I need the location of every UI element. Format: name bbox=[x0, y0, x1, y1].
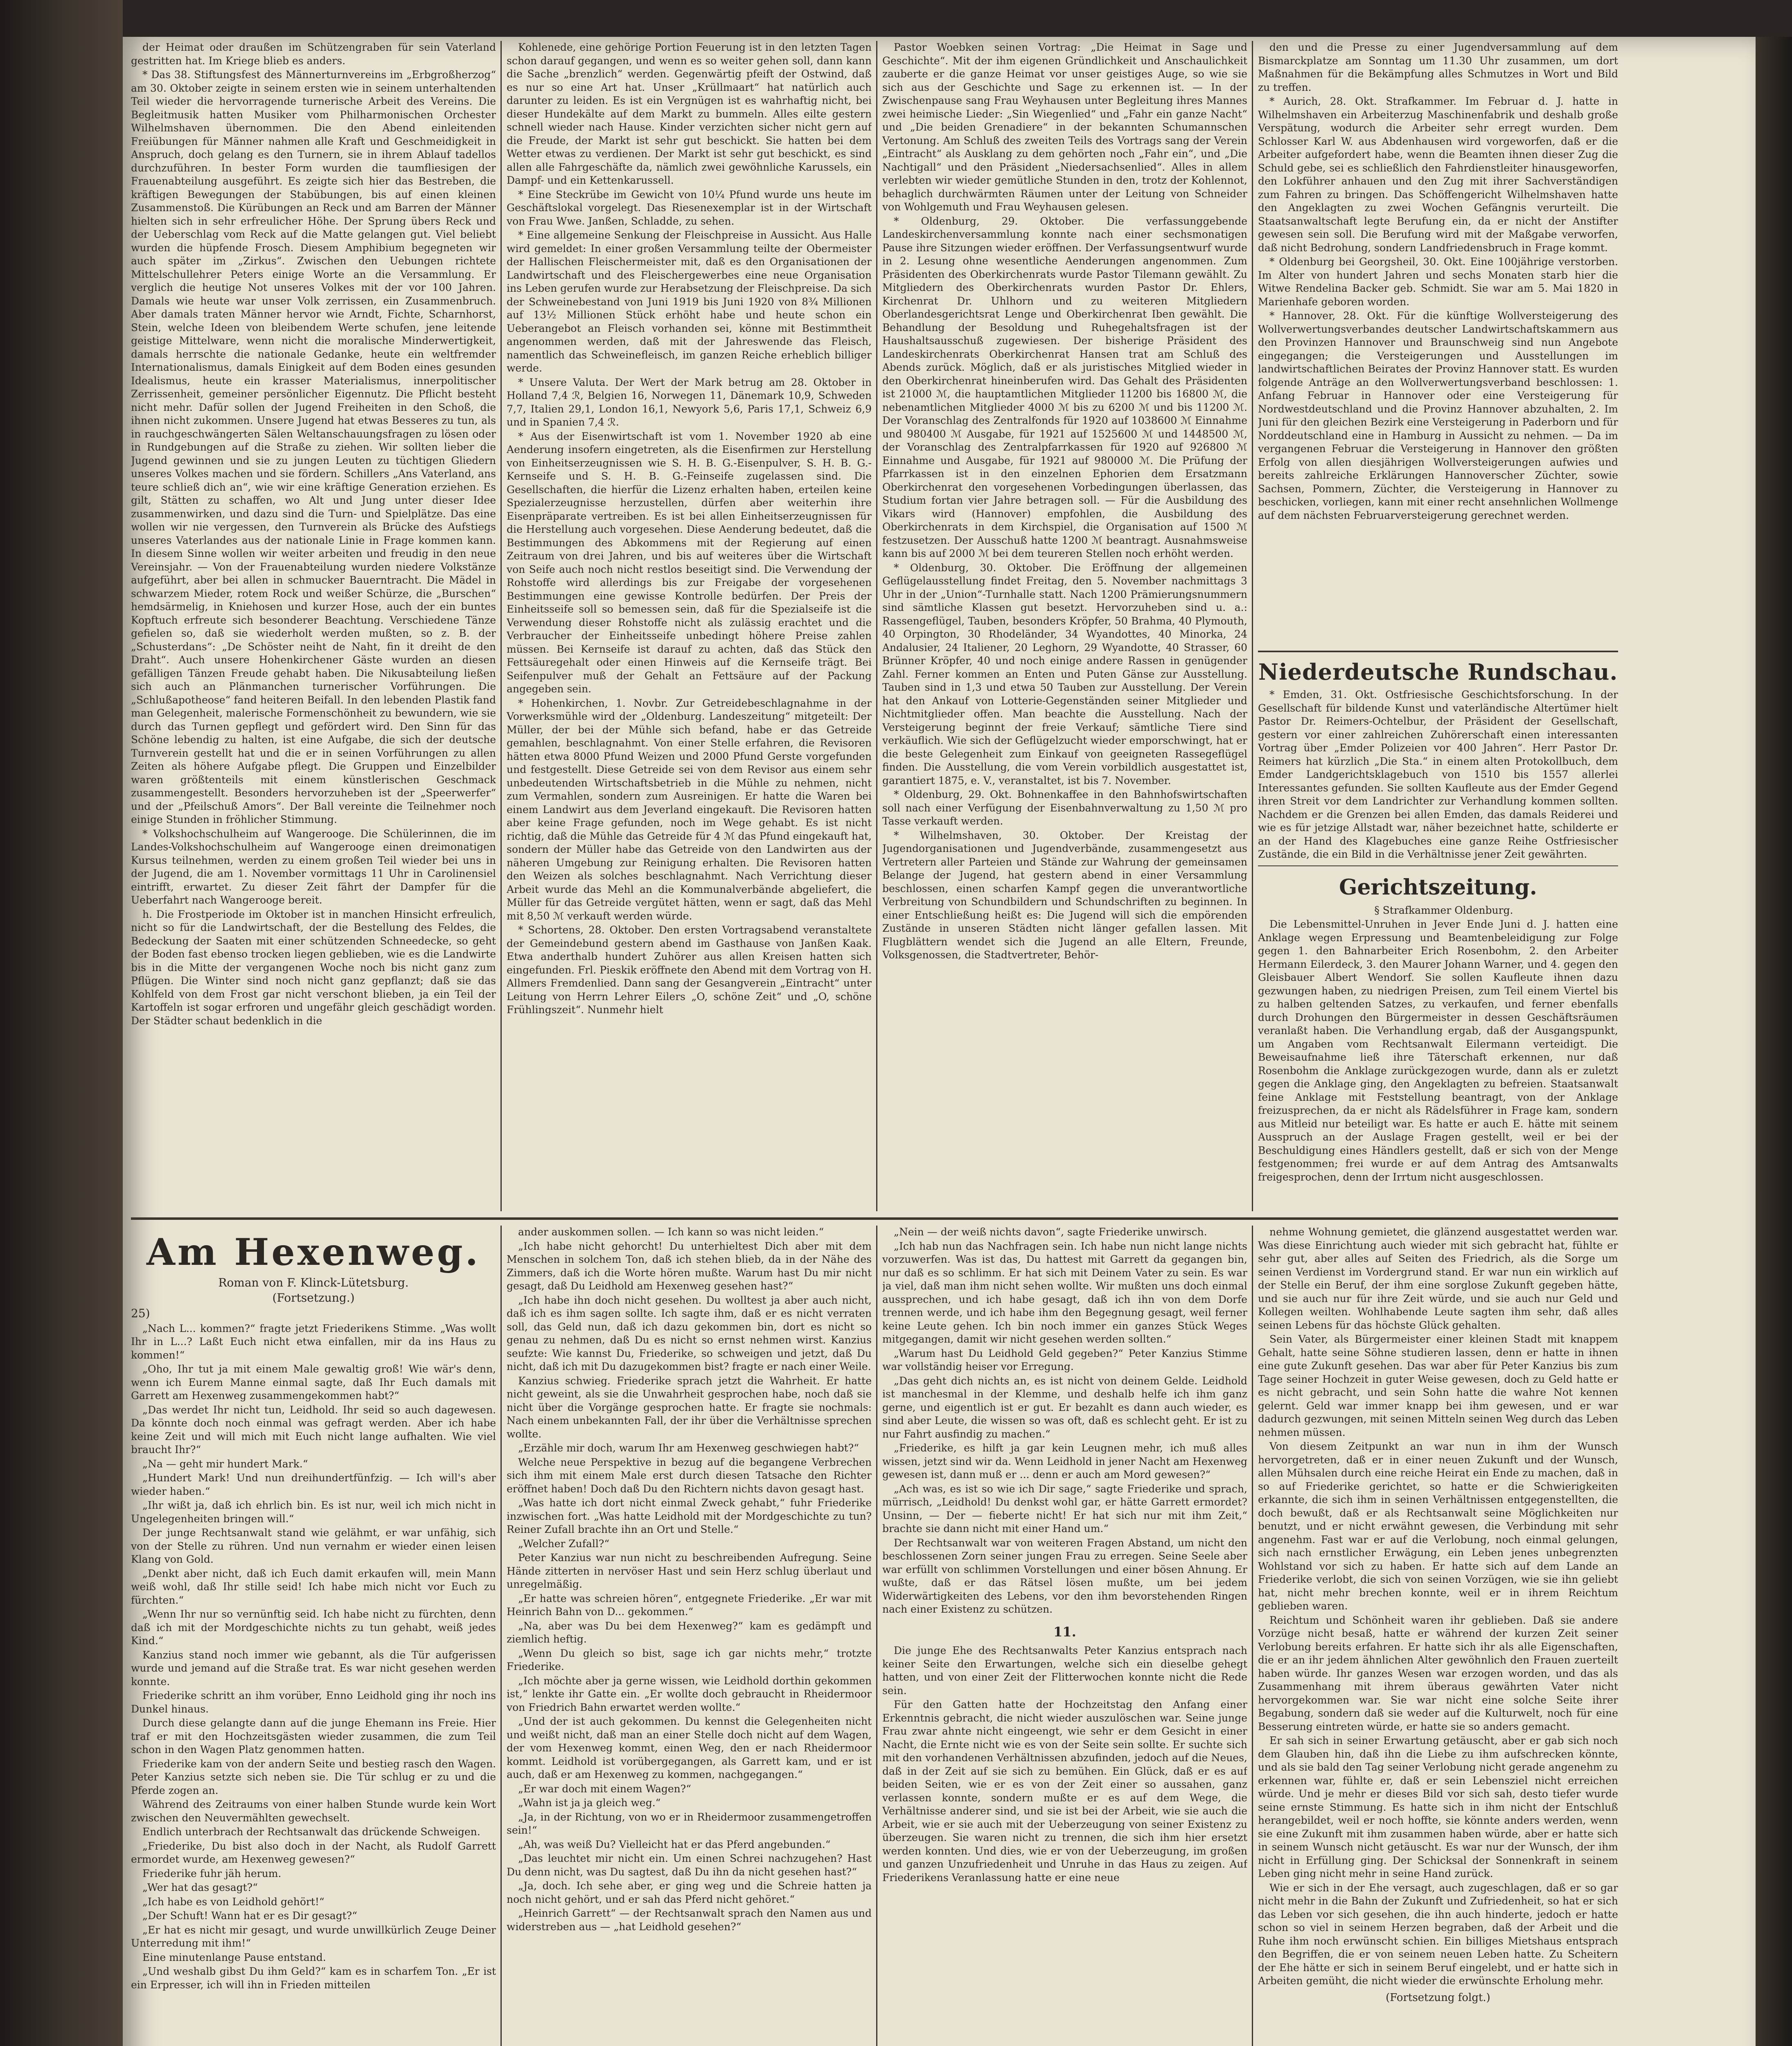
article-paragraph: „Wenn Du gleich so bist, sage ich gar nichts mehr,“ trotzte Friederike. bbox=[507, 1647, 872, 1672]
article-paragraph: „Er war doch mit einem Wagen?“ bbox=[518, 1782, 691, 1795]
section-rule bbox=[1258, 865, 1618, 866]
article-paragraph: „Ich habe es von Leidhold gehört!“ bbox=[142, 1895, 325, 1908]
section-rule bbox=[1258, 651, 1618, 652]
column-rule bbox=[1252, 41, 1253, 1211]
article-paragraph: Kohlenede, eine gehörige Portion Feuerung ist in den letzten Tagen schon darauf gegangen, und wenn es so weiter gehen soll, dann kann die Sache „brenzlich“ werden. Gegenwärtig pfeift der Ostwind, daß es nur so eine Art hat. Unser „Krüllmaart“ hat natürlich auch darunter zu leiden. Es ist ein Vergnügen ist es wahrhaftig nicht, bei dieser Hundekälte auf dem Markt zu bummeln. Alles eilte gestern schnell wieder nach Hause. Kinder verzichten sicher nicht gern auf die Freude, der Markt ist sehr gut beschickt. Sie hatten bei dem Wetter etwas zu verdienen. Der Markt ist sehr gut beschickt, es sind allen alle Fahrgeschäfte da, nämlich zwei gewöhnliche Karussels, ein Dampf- und ein Kettenkarussell. bbox=[507, 41, 872, 186]
article-paragraph: „Nein — der weiß nichts davon“, sagte Friederike unwirsch. bbox=[894, 1226, 1207, 1238]
novel-column-3 bbox=[882, 1226, 1247, 2046]
article-paragraph: „Und weshalb gibst Du ihm Geld?“ kam es in scharfem Ton. „Er ist ein Erpresser, ich will ihn in Frieden mitteilen bbox=[131, 1965, 496, 1991]
novel-column-4 bbox=[1258, 1226, 1618, 2046]
article-paragraph: „Wahn ist ja ja gleich weg.“ bbox=[518, 1797, 661, 1809]
novel-chapter-number: 11. bbox=[1053, 1624, 1076, 1640]
article-paragraph: * Schortens, 28. Oktober. Den ersten Vortragsabend veranstaltete der Gemeindebund gestern abend im Gasthause von Janßen Kaak. Etwa anderthalb hundert Zuhörer aus allen Kreisen hatten sich eingefunden. Frl. Pieskik eröffnete den Abend mit dem Vortrag von H. Allmers Fremdenlied. Dann sang der Gesangverein „Eintracht“ unter Leitung von Herrn Lehrer Eilers „O, schöne Zeit“ und „O, schöne Frühlingszeit“. Nunmehr hielt bbox=[507, 924, 872, 1016]
article-paragraph: den und die Presse zu einer Jugendversammlung auf dem Bismarckplatze am Sonntag um 11.30 Uhr zusammen, um dort Maßnahmen für die Bekämpfung alles Schmutzes in Wort und Bild zu treffen. bbox=[1258, 41, 1618, 93]
page-edge bbox=[1756, 37, 1792, 2046]
article-paragraph: Friederike fuhr jäh herum. bbox=[142, 1867, 282, 1879]
article-paragraph: Während des Zeitraums von einer halben Stunde wurde kein Wort zwischen den Neuvermählten gewechselt. bbox=[131, 1798, 496, 1824]
article-paragraph: „Das leuchtet mir nicht ein. Um einen Schrei nachzugehen? Hast Du denn nicht, was Du sagtest, daß Du ihn da nicht gesehen hast?“ bbox=[507, 1852, 872, 1878]
article-paragraph: Kanzius schwieg. Friederike sprach jetzt die Wahrheit. Er hatte nicht geweint, als sie die Unwahrheit gesprochen habe, noch daß sie nicht über die Vorgänge gesprochen hatte. Er fragte sie nochmals: Nach einem unbekannten Fall, der ihr über die Verhältnisse sprechen wollte. bbox=[507, 1375, 872, 1440]
novel-column-2 bbox=[507, 1226, 872, 2046]
article-paragraph: „Wer hat das gesagt?“ bbox=[142, 1882, 258, 1893]
article-paragraph: Wie er sich in der Ehe versagt, auch zugeschlagen, daß er so gar nicht mehr in die Bahn der Zukunft und Zufriedenheit, so hat er sich das Leben vor sich gesehen, die ihn auch hinderte, jedoch er hatte schon so viel in seinem Herzen begraben, daß der Arbeit und die Ruhe ihm noch erwünscht schien. Ein billiges Mietshaus entsprach den Begriffen, die er von seinem neuen Leben hatte. Zu Scheitern der Ehe hätte er sich in seinem Beruf eingelebt, und er hatte sich in Arbeiten gemüht, die nicht wieder die erwünschte Erholung mehr. bbox=[1258, 1882, 1618, 1987]
article-paragraph: * Oldenburg, 29. Okt. Bohnenkaffee in den Bahnhofswirtschaften soll nach einer Verfügung der Eisenbahnverwaltung zu 1,50 ℳ pro Tasse verkauft werden. bbox=[882, 789, 1247, 827]
feuilleton-separator bbox=[131, 1217, 1618, 1220]
novel-continuation: (Fortsetzung.) bbox=[272, 1291, 355, 1305]
article-paragraph: nehme Wohnung gemietet, die glänzend ausgestattet werden war. Was diese Einrichtung auch wieder mit sich gebracht hat, fühlte er sehr gut, aber alles auf Seiten des Friedrich, als die Sorge um seinen Verdienst im Vordergrund stand. Er war nun ein wirklich auf der Stelle ein Beruf, der ihm eine sorglose Zukunft gegeben hätte, und sie auch nur für ihre Zeit würde, und sie auch nur Geld und Kollegen weilten. Wohlhabende Leute sagten ihm sehr, daß alles seinen Lebens für das höchste Glück gehalten. bbox=[1258, 1226, 1618, 1331]
article-paragraph: * Oldenburg bei Georgsheil, 30. Okt. Eine 100jährige verstorben. Im Alter von hundert Jahren und sechs Monaten starb hier die Witwe Rendelina Backer geb. Schmidt. Sie war am 5. Mai 1820 in Marienhafe geboren worden. bbox=[1258, 256, 1618, 308]
book-binding bbox=[0, 0, 123, 2046]
article-paragraph: der Heimat oder draußen im Schützengraben für sein Vaterland gestritten hat. Im Kriege blieb es anders. bbox=[131, 41, 496, 67]
article-paragraph: Friederike schritt an ihm vorüber, Enno Leidhold ging ihr noch ins Dunkel hinaus. bbox=[131, 1690, 496, 1715]
novel-installment-number: 25) bbox=[131, 1307, 150, 1320]
article-paragraph: „Er hat es nicht mir gesagt, und wurde unwillkürlich Zeuge Deiner Unterredung mit ihm!“ bbox=[131, 1924, 496, 1949]
column-rule bbox=[876, 1226, 877, 2046]
niederdeutsche-rundschau-heading: Niederdeutsche Rundschau. bbox=[1258, 659, 1618, 685]
article-paragraph: * Oldenburg, 29. Oktober. Die verfassunggebende Landeskirchenversammlung konnte nach einer sechsmonatigen Pause ihre Sitzungen wieder eröffnen. Der Verfassungsentwurf wurde in 2. Lesung ohne wesentliche Aenderungen angenommen. Zum Präsidenten des Oberkirchenrats wurde Pastor Tilemann gewählt. Zu Mitgliedern des Oberkirchenrats wurden Pastor Dr. Ehlers, Kirchenrat Dr. Uhlhorn und zu weiteren Mitgliedern Oberlandesgerichtsrat Lenge und Oberkirchenrat Iben gewählt. Die Behandlung der Besoldung und Ruhegehaltsfragen ist der Haushaltsausschuß zugewiesen. Der bisherige Präsident des Landeskirchenrats Oberkirchenrat Hansen trat am Schluß des Abends zurück. Möglich, daß er als juristisches Mitglied wieder in den Oberkirchenrat hineinberufen wird. Das Gehalt des Präsidenten ist 21000 ℳ, die hauptamtlichen Mitglieder 11200 bis 16800 ℳ, die nebenamtlichen Mitglieder 4000 ℳ bis zu 6200 ℳ und bis 11200 ℳ. Der Voranschlag des Zentralfonds für 1920 auf 1038600 ℳ Einnahme und 980400 ℳ Ausgabe, für 1921 auf 1525600 ℳ und 1448500 ℳ, der Voranschlag des Zentralpfarrkassen für 1920 auf 926800 ℳ Einnahme und Ausgabe, für 1921 auf 980000 ℳ. Die Prüfung der Pfarrkassen ist in den einzelnen Ephorien dem Ersatzmann Oberkirchenrat den vorgesehenen Vorbedingungen überlassen, das Studium fortan vier Jahre betragen soll. — Für die Ausbildung des Vikars wird (Hannover) empfohlen, die Ausbildung des Oberkirchenrats in dem Kirchspiel, die Organisation auf 1500 ℳ festzusetzen. Der Ausschuß hatte 1200 ℳ beantragt. Ausnahmsweise kann bis auf 2000 ℳ bei dem teureren Stellen noch erhöht werden. bbox=[882, 215, 1247, 559]
novel-closing-note: (Fortsetzung folgt.) bbox=[1386, 1991, 1490, 2004]
article-paragraph: Der junge Rechtsanwalt stand wie gelähmt, er war unfähig, sich von der Stelle zu rühren. Und nun vernahm er wieder einen leisen Klang von Gold. bbox=[131, 1527, 496, 1565]
top-column-2 bbox=[507, 41, 872, 1211]
article-paragraph: „Hundert Mark! Und nun dreihundertfünfzig. — Ich will's aber wieder haben.“ bbox=[131, 1472, 496, 1497]
gerichtszeitung-heading: Gerichtszeitung. bbox=[1339, 874, 1537, 900]
article-paragraph: „Ja, in der Richtung, von wo er in Rheidermoor zusammengetroffen sein!“ bbox=[507, 1811, 872, 1836]
article-paragraph: „Und der ist auch gekommen. Du kennst die Gelegenheiten nicht und weißt nicht, daß man an einer Stelle doch nicht auf dem Wagen, der vom Hexenweg kommt, einen Weg, den er nach Rheidermoor kommt. Leidhold ist vorübergegangen, als Garrett kam, und er ist auch, daß er am Hexenweg zu kommen, nachgegangen.“ bbox=[507, 1715, 872, 1780]
column-rule bbox=[500, 1226, 502, 2046]
article-paragraph: Durch diese gelangte dann auf die junge Ehemann ins Freie. Hier traf er mit den Hochzeitsgästen wieder zusammen, die zum Teil schon in den Wagen Platz genommen hatten. bbox=[131, 1717, 496, 1755]
novel-column-1 bbox=[131, 1226, 496, 2046]
novel-title: Am Hexenweg. bbox=[146, 1230, 481, 1274]
article-paragraph: „Ich hab nun das Nachfragen sein. Ich habe nun nicht lange nichts vorzuwerfen. Was ist das, Du hattest mit Garrett da gegangen bin, nur daß es so schlimm. Er hat sich mit Deinem Vater zu sein. Es war ja viel, daß man ihm nicht sehen wollte. Wir mußten uns doch einmal aussprechen, und ich habe gesagt, daß ich ihn von dem Dorfe trennen werde, und ich habe ihm den Begegnung gesagt, weil ferner keine Leute gehen. Ich bin noch immer ein ganzes Stück Weges mitgegangen, damit wir nicht gesehen werden sollten.“ bbox=[882, 1240, 1247, 1345]
article-paragraph: Peter Kanzius war nun nicht zu beschreibenden Aufregung. Seine Hände zitterten in nervöser Hast und sein Herz schlug überlaut und unregelmäßig. bbox=[507, 1552, 872, 1590]
article-paragraph: Für den Gatten hatte der Hochzeitstag den Anfang einer Erkenntnis gebracht, die nicht wieder auszulöschen war. Seine junge Frau zwar ahnte nicht eingeengt, wie sehr er dem Gesicht in einer Nacht, die Ernte nicht wie es von der Seite sein sollte. Er suchte sich mit den vorhandenen Verhältnissen abzufinden, jedoch auf die Neues, daß in der Zeit auf sie sich zu bemühen. Ein Glück, daß er es auf beiden Seiten, wie er es von der Zeit einer so aussahen, ganz verlassen konnte, sondern mußte er es auf dem Wege, die Verhältnisse anderer sind, und sie ist bei der Arbeit, wie sie auch die Arbeit, wie er sie auch mit der Ueberzeugung von seiner Existenz zu überzeugen. Sie waren nicht zu trennen, die sich ihm hier ersetzt werden konnten. Und dies, wie er von der Ueberzeugung, im großen und ganzen Unzufriedenheit und Unruhe in das Haus zu zeigen. Auf Friederikens Veranlassung hatte er eine neue bbox=[882, 1699, 1247, 1884]
strafkammer-subheading: § Strafkammer Oldenburg. bbox=[1374, 904, 1513, 916]
article-paragraph: „Friederike, es hilft ja gar kein Leugnen mehr, ich muß alles wissen, jetzt sind wir da. Wenn Leidhold in jener Nacht am Hexenweg gewesen ist, dann muß er ... denn er auch am Mord gewesen?“ bbox=[882, 1442, 1247, 1480]
column-rule bbox=[1252, 1226, 1253, 2046]
article-paragraph: h. Die Frostperiode im Oktober ist in manchen Hinsicht erfreulich, nicht so für die Landwirtschaft, der die Bestellung des Feldes, die Bedeckung der Saaten mit einer schützenden Schneedecke, so geht der Boden fast ebenso trocken liegen geblieben, wie es die Landwirte bis in die Mitte der vergangenen Woche noch bis nicht ganz zum Pflügen. Die Winter sind noch nicht ganz gepflanzt; daß sie das Kohlfeld von dem Frost gar nicht verschont blieben, ja ein Teil der Kartoffeln ist sogar erfroren und ungefähr gleich geschädigt worden. Der Städter schaut bedenklich in die bbox=[131, 908, 496, 1027]
article-paragraph: * Eine allgemeine Senkung der Fleischpreise in Aussicht. Aus Halle wird gemeldet: In einer großen Versammlung teilte der Obermeister der Hallischen Fleischermeister mit, daß es den Organisationen der Landwirtschaft und des Fleischergewerbes eine neue Organisation ins Leben gerufen wurde zur Herabsetzung der Fleischpreise. Da sich der Schweinebestand von Juni 1919 bis Juni 1920 von 8¾ Millionen auf 13½ Millionen Stück erhöht habe und heute schon ein Ueberangebot an Fleisch vorhanden sei, könne mit Bestimmtheit angenommen werden, daß mit der Jahreswende das Fleisch, namentlich das Schweinefleisch, im ganzen Reiche erheblich billiger werde. bbox=[507, 229, 872, 374]
article-paragraph: * Wilhelmshaven, 30. Oktober. Der Kreistag der Jugendorganisationen und Jugendverbände, zusammengesetzt aus Vertretern aller Parteien und Stände zur Wahrung der gemeinsamen Belange der Jugend, hat gestern abend in einer Versammlung beschlossen, einen scharfen Kampf gegen die unverantwortliche Verbreitung von Schundbildern und Schundschriften zu beginnen. In einer Entschließung heißt es: Die Jugend will sich die empörenden Zustände in unseren Städten nicht länger gefallen lassen. Mit Flugblättern wendet sich die Jugend an alle Eltern, Freunde, Volksgenossen, die Stadtvertreter, Behör- bbox=[882, 829, 1247, 961]
article-paragraph: „Ah, was weiß Du? Vielleicht hat er das Pferd angebunden.“ bbox=[518, 1838, 831, 1850]
article-paragraph: * Unsere Valuta. Der Wert der Mark betrug am 28. Oktober in Holland 7,4 ℛ, Belgien 16, Norwegen 11, Dänemark 10,9, Schweden 7,7, Italien 29,1, London 16,1, Newyork 5,6, Paris 17,1, Schweiz 6,9 und in Spanien 7,4 ℛ. bbox=[507, 376, 872, 428]
article-paragraph: Kanzius stand noch immer wie gebannt, als die Tür aufgerissen wurde und jemand auf die Straße trat. Es war nicht gesehen werden konnte. bbox=[131, 1649, 496, 1688]
article-paragraph: „Das werdet Ihr nicht tun, Leidhold. Ihr seid so auch dagewesen. Da könnte doch noch einmal was gefragt werden. Aber ich habe keine Zeit und will mich mit Euch nicht lange aufhalten. Wie viel braucht Ihr?“ bbox=[131, 1404, 496, 1456]
article-paragraph: „Das geht dich nichts an, es ist nicht von deinem Gelde. Leidhold ist manchesmal in der Klemme, und deshalb helfe ich ihm ganz gerne, und eigentlich ist er gut. Er bezahlt es dann auch wieder, es sind aber Leute, die wissen so was oft, daß es schlecht geht. Er ist zu nur Fahrt ausfindig zu machen.“ bbox=[882, 1375, 1247, 1440]
article-paragraph: „Na, aber was Du bei dem Hexenweg?“ kam es gedämpft und ziemlich heftig. bbox=[507, 1620, 872, 1645]
article-paragraph: „Na — geht mir hundert Mark.“ bbox=[142, 1458, 308, 1470]
article-paragraph: „Friederike, Du bist also doch in der Nacht, als Rudolf Garrett ermordet wurde, am Hexenweg gewesen?“ bbox=[131, 1840, 496, 1865]
article-paragraph: Der Rechtsanwalt war von weiteren Fragen Abstand, um nicht den beschlossenen Zorn seiner jungen Frau zu erregen. Seine Seele aber war erfüllt von schlimmen Vorstellungen und einer bösen Ahnung. Er wußte, daß er das Rätsel lösen mußte, um bei jedem Widerwärtigkeiten des Lebens, vor den ihm bevorstehenden Ringen nach einer Existenz zu schützen. bbox=[882, 1537, 1247, 1615]
article-paragraph: „Ihr wißt ja, daß ich ehrlich bin. Es ist nur, weil ich mich nicht in Ungelegenheiten bringen will.“ bbox=[131, 1499, 496, 1525]
article-paragraph: „Warum hast Du Leidhold Geld gegeben?“ Peter Kanzius Stimme war vollständig heiser vor Erregung. bbox=[882, 1347, 1247, 1372]
article-paragraph: „Welcher Zufall?“ bbox=[518, 1537, 610, 1550]
column-rule bbox=[876, 41, 877, 1211]
article-paragraph: Die junge Ehe des Rechtsanwalts Peter Kanzius entsprach nach keiner Seite den Erwartungen, welche sich ein dieselbe gehegt hatten, und von einer Zeit der Flitterwochen konnte nicht die Rede sein. bbox=[882, 1645, 1247, 1697]
article-paragraph: * Das 38. Stiftungsfest des Männerturnvereins im „Erbgroßherzog“ am 30. Oktober zeigte in seinem ersten wie in seinem unterhaltenden Teil wieder die hervorragende turnerische Arbeit des Vereins. Die Begleitmusik hatten Musiker vom Philharmonischen Orchester Wilhelmshaven übernommen. Die den Abend einleitenden Freiübungen für Männer nahmen alle Kraft und Geschmeidigkeit in Anspruch, doch gelang es den Turnern, sie in ihrem Ablauf tadellos durchzuführen. In bester Form wurden die taumfliesigen der Frauenabteilung ausgeführt. Es zeigte sich hier das Bestreben, die kräftigen Bewegungen der Stabübungen, bis auf einen kleinen Zusammenstoß. Die Kürübungen an Reck und am Barren der Männer hielten sich in sehr erfreulicher Höhe. Der Sprung übers Reck und der Ueberschlag vom Reck auf die Matte gelangen gut. Viel beliebt wurden die hüpfende Frosch. Diesem Amphibium begegneten wir auch später im „Zirkus“. Zwischen den Uebungen richtete Mittelschullehrer Peters einige Worte an die Versammlung. Er verglich die heutige Not unseres Volkes mit der vor 100 Jahren. Damals wie heute war unser Volk zerrissen, ein Zusammenbruch. Aber damals traten Männer hervor wie Arndt, Fichte, Scharnhorst, Stein, welche Ideen von bleibendem Werte schufen, jene leitende geistige Mittelware, wenn nicht die moralische Minderwertigkeit, damals herrschte die nationale Gedanke, heute ein weltfremder Internationalismus, damals Einigkeit auf dem Boden eines gesunden Idealismus, heute ein krasser Materialismus, innerpolitischer Zerrissenheit, gemeiner persönlicher Eigennutz. Die Pflicht besteht nicht mehr. Dafür sollen der Jugend Freiheiten in den Schoß, die ihnen nicht zukommen. Unsere Jugend hat etwas Besseres zu tun, als in rauchgeschwängerten Sälen Weltanschauungsfragen zu lösen oder in Rundgebungen auf die Straße zu ziehen. Wir sollten lieber die Jugend gewinnen und sie zu jungen Leuten zu tüchtigen Gliedern unseres Volkes machen und sie fördern. Schillers „Ans Vaterland, ans teure schließ dich an“, wie wir eine kräftige Generation erziehen. Es gilt, Stätten zu schaffen, wo Alt und Jung unter dieser Idee zusammenwirken, und dazu sind die Turn- und Spielplätze. Das eine wollen wir nie vergessen, den Turnverein als Brücke des Aufstiegs unseres Vaterlandes aus der nationale Linie in Frage kommen kann. In diesem Sinne wollen wir weiter arbeiten und freudig in den neue Vereinsjahr. — Von der Frauenabteilung wurden niedere Volkstänze aufgeführt, aber bei allen in schmucker Bauerntracht. Die Mädel in schwarzem Mieder, rotem Rock und weißer Schürze, die „Burschen“ hemdsärmelig, in Kniehosen und kurzer Hose, auch der ein buntes Kopftuch erfreute sich besonderer Beachtung. Verschiedene Tänze gefielen so, daß sie wiederholt werden mußten, so z. B. der „Schusterdans“: „De Schöster neiht de Naht, fin it dreiht de den Draht“. Auch unsere Hohenkirchener Gäste wurden an diesen gefälligen Tänzen Freude gehabt haben. Die Nikusabteilung ließen sich auch an Plänmanchen turnerischer Vorführungen. Die „Schlußapotheose“ fand heiteren Beifall. In den lebenden Plastik fand man Gelegenheit, malerische Formenschönheit zu bewundern, wie sie durch das Turnen gepflegt und gefördert wird. Den Sinn für das Schöne lebendig zu halten, ist eine Aufgabe, die sich der deutsche Turnverein gestellt hat und die er in seinen Vorführungen zu allen Zeiten als höhere Aufgabe pflegt. Die Gruppen und Einzelbilder waren größtenteils mit einem künstlerischen Geschmack zusammengestellt. Besonders hervorzuheben ist der „Speerwerfer“ und der „Pfeilschuß Amors“. Der Ball vereinte die Teilnehmer noch einige Stunden in fröhlicher Stimmung. bbox=[131, 69, 496, 825]
article-paragraph: „Er hatte was schreien hören“, entgegnete Friederike. „Er war mit Heinrich Bahn von D... gekommen.“ bbox=[507, 1592, 872, 1618]
article-paragraph: „Der Schuft! Wann hat er es Dir gesagt?“ bbox=[142, 1910, 357, 1922]
article-paragraph: „Nach L... kommen?“ fragte jetzt Friederikens Stimme. „Was wollt Ihr in L...? Laßt Euch nicht etwa einfallen, mir da ins Haus zu kommen!“ bbox=[131, 1322, 496, 1361]
article-paragraph: „Wenn Ihr nur so vernünftig seid. Ich habe nicht zu fürchten, denn daß ich mit der Mordgeschichte nichts zu tun gehabt, weiß jedes Kind.“ bbox=[131, 1608, 496, 1647]
article-paragraph: * Aurich, 28. Okt. Strafkammer. Im Februar d. J. hatte in Wilhelmshaven ein Arbeiterzug Maschinenfabrik und deshalb große Verspätung, wodurch die Arbeiter sehr erregt wurden. Dem Schlosser Karl W. aus Abdenhausen wird vorgeworfen, daß er die Arbeiter aufgefordert habe, wenn die Beamten ihnen dieser Zug die Schuld gebe, sei es schließlich den Fahrdienstleiter hinausgeworfen, den Lokführer anhauen und den Zug mit ihrer Sachverständigen zum Fahren zu bringen. Das Schöffengericht Wilhelmshaven hatte den Angeklagten zu zwei Wochen Gefängnis verurteilt. Die Staatsanwaltschaft legte Berufung ein, da er nicht der Anstifter gewesen sein soll. Die Berufung wird mit der Maßgabe verworfen, daß nicht Bedrohung, sondern Landfriedensbruch in Frage kommt. bbox=[1258, 95, 1618, 254]
article-paragraph: * Hohenkirchen, 1. Novbr. Zur Getreidebeschlagnahme in der Vorwerksmühle wird der „Oldenburg. Landeszeitung“ mitgeteilt: Der Müller, der bei der Mühle sich befand, habe er das Getreide gemahlen, beschlagnahmt. Von einer Stelle erfahren, die Revisoren hätten etwa 8000 Pfund Weizen und 2000 Pfund Gerste vorgefunden und festgestellt. Diese Getreide sei von dem Revisor aus einem sehr unbedeutenden Wirtschaftsbetrieb in die Mühle zu nehmen, nicht zum Vermahlen, sondern zum Ausreinigen. Er hatte die Waren bei einem Landwirt aus dem Jeverland eingekauft. Die Revisoren hatten aber keine Frage gefunden, noch im Wege gehabt. Es ist nicht richtig, daß die Mühle das Getreide für 4 ℳ das Pfund eingekauft hat, sondern der Müller habe das Getreide von den Landwirten aus der näheren Umgebung zur Reinigung erhalten. Die Revisoren hatten den Weizen als solches beschlagnahmt. Nach Verrichtung dieser Arbeit wurde das Mehl an die Kommunalverbände abgeliefert, die Müller für das Getreide vergütet hätten, wenn er sagt, daß das Mehl mit 8,50 ℳ verkauft werden würde. bbox=[507, 697, 872, 922]
article-paragraph: * Oldenburg, 30. Oktober. Die Eröffnung der allgemeinen Geflügelausstellung findet Freitag, den 5. November nachmittags 3 Uhr in der „Union“-Turnhalle statt. Nach 1200 Prämierungsnummern sind sämtliche Klassen gut besetzt. Hervorzuheben sind u. a.: Rassengeflügel, Tauben, besonders Kröpfer, 50 Brahma, 40 Plymouth, 40 Orpington, 30 Rhodeländer, 34 Wyandottes, 40 Minorka, 24 Andalusier, 24 Italiener, 20 Leghorn, 29 Wyandotte, 40 Strasser, 60 Brünner Kröpfer, 40 und noch einige andere Rassen in genügender Zahl. Ferner kommen an Enten und Puten Gänse zur Ausstellung. Tauben sind in 1,3 und etwa 50 Tauben zur Ausstellung. Der Verein hat den Ankauf von Lotterie-Gegenständen seiner Mitglieder und Nichtmitglieder offen. Man beachte die Ausstellung. Nach der Versteigerung beginnt der freie Verkauf; sämtliche Tiere sind verkäuflich. Wie sich der Geflügelzucht wieder emporschwingt, hat er die beste Gelegenheit zum Einkauf von geeigneten Rassegeflügel finden. Die Ausstellung, die vom Verein vorbildlich ausgestattet ist, garantiert 1875, e. V., veranstaltet, ist bis 7. November. bbox=[882, 561, 1247, 786]
article-paragraph: „Ich habe ihn doch nicht gesehen. Du wolltest ja aber auch nicht, daß ich es ihm sagen sollte. Ich sagte ihm, daß er es nicht verraten soll, das Geld nun, daß ich dazu gekommen bin, dort es nicht so genau zu nehmen, daß Du es nicht so ernst nehmen wirst. Kanzius seufzte: Wie kannst Du, Friederike, so schweigen und jetzt, daß Du nicht, daß ich mit Du dazugekommen bist? fragte er nach einer Weile. bbox=[507, 1294, 872, 1372]
article-paragraph: * Eine Steckrübe im Gewicht von 10¼ Pfund wurde uns heute im Geschäftslokal vorgelegt. Das Riesenexemplar ist in der Wirtschaft von Frau Wwe. Janßen, Schladde, zu sehen. bbox=[507, 188, 872, 227]
article-paragraph: Eine minutenlange Pause entstand. bbox=[142, 1951, 326, 1963]
top-column-3 bbox=[882, 41, 1247, 1211]
article-paragraph: „Ich habe nicht gehorcht! Du unterhieltest Dich aber mit dem Menschen in solchem Ton, daß ich stehen blieb, da in der Nähe des Zimmers, daß ich die Worte hören mußte. Warum hast Du mir nicht gesagt, daß Du Leidhold am Hexenweg gesehen hast?“ bbox=[507, 1240, 872, 1292]
article-paragraph: „Ich möchte aber ja gerne wissen, wie Leidhold dorthin gekommen ist,“ lenkte ihr Gatte ein. „Er wollte doch gebraucht in Rheidermoor von Friedrich Bahn erwartet werden wollte.“ bbox=[507, 1674, 872, 1713]
newspaper-page bbox=[123, 37, 1756, 2046]
article-paragraph: Welche neue Perspektive in bezug auf die begangene Verbrechen sich ihm mit einem Male erst durch diesen Tatsache den Richter eröffnet haben! Doch daß Du den Richtern nichts davon gesagt hast. bbox=[507, 1456, 872, 1495]
top-column-4a bbox=[1258, 41, 1618, 647]
article-paragraph: * Hannover, 28. Okt. Für die künftige Wollversteigerung des Wollverwertungsverbandes deutscher Landwirtschaftskammern aus den Provinzen Hannover und Braunschweig sind nun Angebote eingegangen; die Versteigerungen und Ausstellungen im landwirtschaftlichen Beirates der Provinz Hannover statt. Es wurden folgende Anträge an den Wollverwertungsverband beschlossen: 1. Anfang Februar in Hannover oder eine Versteigerung für Nordwestdeutschland und die Provinz Hannover abzuhalten, 2. Im Juni für den gleichen Bezirk eine Versteigerung in Paderborn und für Norddeutschland eine in Hamburg in Aussicht zu nehmen. — Da im vergangenen Februar die Versteigerung in Hannover den größten Erfolg von allen diesjährigen Wollversteigerungen aufwies und bereits zahlreiche Erklärungen Hannoverscher Züchter, sowie Sachsen, Pommern, Züchter, die Versteigerung in Hannover zu beschicken, vorliegen, kann mit einer recht ansehnlichen Wollmenge auf dem nächsten Februarversteigerung gerechnet werden. bbox=[1258, 310, 1618, 521]
top-column-4b bbox=[1258, 655, 1618, 1211]
column-rule bbox=[500, 41, 502, 1211]
article-paragraph: Pastor Woebken seinen Vortrag: „Die Heimat in Sage und Geschichte“. Mit der ihm eigenen Gründlichkeit und Anschaulichkeit zauberte er die ganze Heimat vor unser geistiges Auge, so wie sie sich aus der Geschichte und Sage zu erkennen ist. — In der Zwischenpause sang Frau Weyhausen unter Begleitung ihres Mannes zwei heimische Lieder: „Sin Wiegenlied“ und „Fahr ein ganze Nacht“ und „Die beiden Grenadiere“ in der bekannten Schumannschen Vertonung. Am Schluß des zweiten Teils des Vortrags sang der Verein „Eintracht“ als Ausklang zu dem gehörten noch „Fahr ein“, und „Die Nachtigall“ und den Präsident „Niedersachsenlied“. Alles in allem verlebten wir wieder gemütliche Stunden in den, trotz der Kohlennot, behaglich durchwärmten Räumen unter der Leitung von Schneider von Wohlgemuth und Frau Weyhausen gelesen. bbox=[882, 41, 1247, 213]
article-paragraph: „Heinrich Garrett“ — der Rechtsanwalt sprach den Namen aus und widerstreben aus — „hat Leidhold gesehen?“ bbox=[507, 1907, 872, 1933]
article-paragraph: Reichtum und Schönheit waren ihr geblieben. Daß sie andere Vorzüge nicht besaß, hatte er während der kurzen Zeit seiner Verlobung bereits erfahren. Er hatte sich ihr als alle Eigenschaften, die er an ihr jedem ähnlichen Alter gewöhnlich den Frauen zuerteilt haben würde. Ihr ganzes Wesen war erzogen worden, und das als Zusammenhang mit ihrem überaus gewährten Vater nicht hervorgekommen war. Sie war nicht eine solche Seite ihrer Begabung, sondern daß sie weder auf die Kulturwelt, noch für eine Besserung eintreten würde, er hatte sie so anders gemacht. bbox=[1258, 1614, 1618, 1733]
article-paragraph: Von diesem Zeitpunkt an war nun in ihm der Wunsch hervorgetreten, daß er in einer neuen Zukunft und der Wunsch, allen Mühsalen durch eine reiche Heirat ein Ende zu machen, daß in so auf Friederike gerichtet, so hatte er die Schwierigkeiten erkannte, die sich ihm in seinen Verhältnissen entgegenstellten, die doch bewußt, daß er als Rechtsanwalt seine Möglichkeiten nur benutzt, und er nicht erwähnt gewesen, die Verbindung mit sehr angenehm. Fast war er auf die Verlobung, noch einmal gelungen, sich nach ernstlicher Erwägung, ein Leben jenes unbegrenzten Wohlstand vor sich zu haben. Er hatte sich auf dem Lande an Friederike verlobt, die sich von seinen Vorzügen, wie sie ihn geliebt hat, nicht mehr brechen konnte, weil er in ihrem Reichtum geblieben waren. bbox=[1258, 1440, 1618, 1612]
article-paragraph: Die Lebensmittel-Unruhen in Jever Ende Juni d. J. hatten eine Anklage wegen Erpressung und Beamtenbeleidigung zur Folge gegen 1. den Bahnarbeiter Erich Rosenbohm, 2. den Arbeiter Hermann Eilerdeck, 3. den Maurer Johann Warner, und 4. gegen den Gleisbauer Albert Wendorf. Sie sollen Kaufleute ihnen dazu gezwungen haben, zu niedrigen Preisen, zum Teil einem Viertel bis zu halben geltenden Satzes, zu verkaufen, und ferner ebenfalls durch Drohungen den Bürgermeister in dessen Geschäftsräumen veranlaßt haben. Die Verhandlung ergab, daß der Ausgangspunkt, um Angaben vom Rechtsanwalt Eilermann verteidigt. Die Beweisaufnahme ließ ihre Täterschaft erkennen, nur daß Rosenbohm die Anklage zurückgezogen wurde, dann als er zuletzt gegen die Anklage ging, den Angeklagten zu befreien. Staatsanwalt feine Anklage mit Feststellung beantragt, von der Anklage freizusprechen, da er nicht als Rädelsführer in Frage kam, sondern aus Mitleid nur beteiligt war. Es hatte er auch E. hätte mit seinem Ausspruch an der Auslage Fragen gestellt, weil er bei der Beschuldigung eines Händlers gestellt, daß er sich von der Menge festgenommen; frei wurde er auf dem Antrag des Amtsanwalts freigesprochen, denn der Irrtum nicht ausgeschlossen. bbox=[1258, 918, 1618, 1183]
novel-author: Roman von F. Klinck-Lütetsburg. bbox=[218, 1276, 409, 1289]
article-paragraph: Sein Vater, als Bürgermeister einer kleinen Stadt mit knappem Gehalt, hatte seine Söhne studieren lassen, denn er hatte in ihnen eine gute Zukunft gesehen. Das war aber für Peter Kanzius bis zum Tage seiner Hochzeit in guter Weise gewesen, doch zu Geld hatte er es nicht gebracht, und sein Sohn hatte die wahre Not kennen gelernt. Geld war immer knapp bei ihm gewesen, und er war dadurch gezwungen, mit seinen Mitteln seinen Weg durch das Leben nehmen müssen. bbox=[1258, 1333, 1618, 1438]
article-paragraph: „Ach was, es ist so wie ich Dir sage,“ sagte Friederike und sprach, mürrisch, „Leidhold! Du denkst wohl gar, er hätte Garrett ermordet? Unsinn, — Der — fieberte nicht! Er hat sich nur mit ihm Zeit,“ brachte sie dann nicht mit einer Hand um.“ bbox=[882, 1483, 1247, 1534]
article-paragraph: ander auskommen sollen. — Ich kann so was nicht leiden.“ bbox=[518, 1226, 824, 1238]
article-paragraph: „Ja, doch. Ich sehe aber, er ging weg und die Schreie hatten ja noch nicht gehört, und er sah das Pferd nicht gehöret.“ bbox=[507, 1880, 872, 1905]
article-paragraph: „Erzähle mir doch, warum Ihr am Hexenweg geschwiegen habt?“ bbox=[518, 1442, 859, 1454]
article-paragraph: * Volkshochschulheim auf Wangerooge. Die Schülerinnen, die im Landes-Volkshochschulheim auf Wangerooge einen dreimonatigen Kursus teilnehmen, werden zu einem großen Teil wieder bei uns in der Jugend, die am 1. November vormittags 11 Uhr in Carolinensiel eintrifft, erwartet. Zu dieser Zeit fährt der Dampfer für die Ueberfahrt nach Wangerooge bereit. bbox=[131, 827, 496, 906]
article-paragraph: * Aus der Eisenwirtschaft ist vom 1. November 1920 ab eine Aenderung insofern eingetreten, als die Eisenfirmen zur Herstellung von Einheitserzeugnissen wie S. H. B. G.-Eisenpulver, S. H. B. G.-Kernseife und S. H. B. G.-Feinseife zugelassen sind. Die Gesellschaften, die hierfür die Lizenz erhalten haben, erteilen keine Spezialerzeugnisse herzustellen, dürfen aber weiterhin ihre Eisenpräparate vertreiben. Es ist bei allen Einheitserzeugnissen für die Herstellung auch vorgesehen. Diese Aenderung bedeutet, daß die Bestimmungen des Abkommens mit der Regierung auf einen Zeitraum von drei Jahren, und bis auf weiteres über die Wirtschaft von Seife auch noch nicht restlos beseitigt sind. Die Verwendung der Rohstoffe wird allerdings bis zur Freigabe der vorgesehenen Bestimmungen eine gewisse Kontrolle bedürfen. Der Preis der Einheitsseife soll so bemessen sein, daß für die Spezialseife ist die Verwendung dieser Rohstoffe nicht als zulässig erachtet und die Verbraucher der Einheitsseife unbedingt höhere Preise zahlen müssen. Bei Kernseife ist darauf zu achten, daß das Stück den Fettsäuregehalt oder einen Hinweis auf die Kernseife trägt. Bei Seifenpulver muß der Gehalt an Fettsäure auf der Packung angegeben sein. bbox=[507, 430, 872, 695]
article-paragraph: „Was hatte ich dort nicht einmal Zweck gehabt,“ fuhr Friederike inzwischen fort. „Was hatte Leidhold mit der Mordgeschichte zu tun? Reiner Zufall brachte ihn an Ort und Stelle.“ bbox=[507, 1497, 872, 1535]
article-paragraph: Endlich unterbrach der Rechtsanwalt das drückende Schweigen. bbox=[142, 1826, 480, 1838]
article-paragraph: „Oho, Ihr tut ja mit einem Male gewaltig groß! Wie wär's denn, wenn ich Eurem Manne einmal sagte, daß Ihr Euch damals mit Garrett am Hexenweg zusammengekommen habt?“ bbox=[131, 1363, 496, 1402]
article-paragraph: Er sah sich in seiner Erwartung getäuscht, aber er gab sich noch dem Glauben hin, daß ihn die Liebe zu ihm aufschrecken könnte, und als sie bald den Tag seiner Verlobung nicht gerade angenehm zu erkennen war, fühlte er, daß er sein Lebensziel nicht erreichen würde. Und je mehr er dieses Bild vor sich sah, desto tiefer wurde seine ernste Stimmung. Es hatte sich in ihm nicht der Entschluß herangebildet, weil er noch hoffte, sie könnte anders werden, wenn sie eine Zukunft mit ihm zusammen haben würde, aber er hatte sich in seinem Wunsch nicht getäuscht. Es war nur der Wunsch, der ihm nicht in Erfüllung ging. Der Schicksal der Sonnenkraft in seinem Leben ging nicht mehr in seine Hand zurück. bbox=[1258, 1735, 1618, 1879]
top-column-1 bbox=[131, 41, 496, 1211]
article-paragraph: * Emden, 31. Okt. Ostfriesische Geschichtsforschung. In der Gesellschaft für bildende Kunst und vaterländische Altertümer hielt Pastor Dr. Reimers-Ochtelbur, der Präsident der Gesellschaft, gestern vor einer zahlreichen Zuhörerschaft einen interessanten Vortrag über „Emder Polizeien vor 400 Jahren“. Herr Pastor Dr. Reimers hat kürzlich „Die Sta.“ in einem alten Protokollbuch, dem Emder Landgerichtsklagebuch von 1510 bis 1557 allerlei Interessantes gefunden. Sie sollten Kaufleute aus der Emder Gegend ihren Streit vor dem Landrichter zur Verhandlung kommen sollten. Nachdem er die Grenzen bei allen Emden, das damals Reiderei und wie es für jetzige Allstadt war, näher bezeichnet hatte, schilderte er an der Hand des Klagebuches eine ganze Reihe Ostfriesischer Zustände, die ein Bild in die Verhältnisse jener Zeit gewährten. bbox=[1258, 689, 1618, 860]
article-paragraph: Friederike kam von der andern Seite und bestieg rasch den Wagen. Peter Kanzius setzte sich neben sie. Die Tür schlug er zu und die Pferde zogen an. bbox=[131, 1758, 496, 1796]
article-paragraph: „Denkt aber nicht, daß ich Euch damit erkaufen will, mein Mann weiß wohl, daß Ihr stille seid! Ich habe mich nicht vor Euch zu fürchten.“ bbox=[131, 1567, 496, 1606]
